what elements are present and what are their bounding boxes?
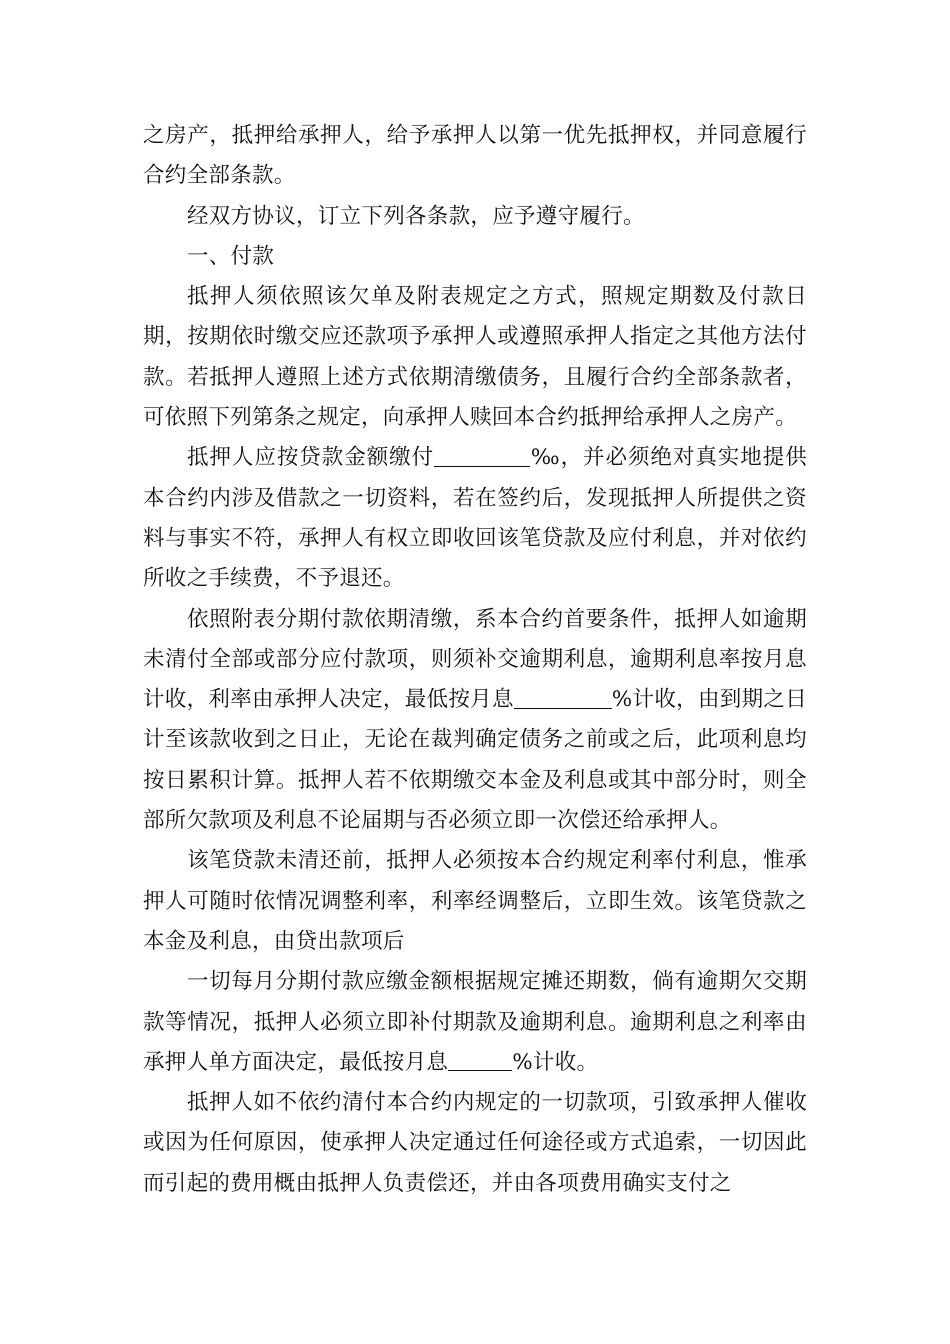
paragraph-continuation: 之房产，抵押给承押人，给予承押人以第一优先抵押权，并同意履行合约全部条款。: [143, 123, 807, 189]
overdue-rate-blank: [514, 685, 612, 709]
fee-rate-blank: [434, 443, 530, 467]
paragraph-collection-costs: 抵押人如不依约清付本合约内规定的一切款项，引致承押人催收或因为任何原因，使承押人决定通过任何途径或方式追索，一切因此而引起的费用概由抵押人负责偿还，并由各项费用确实支付之: [143, 1090, 807, 1196]
section-heading-payment: 一、付款: [187, 243, 275, 269]
installment-text-start: 一切每月分期付款应缴金额根据规定摊还期数，倘有逾期欠交期款等情况，抵押人必须立即补付期款及逾期利息。逾期利息之利率由承押人单方面决定，最低按月息: [143, 969, 807, 1075]
paragraph-agreement: 经双方协议，订立下列各条款，应予遵守履行。: [187, 203, 645, 229]
overdue-text-start: 依照附表分期付款依期清缴，系本合约首要条件，抵押人如逾期未清付全部或部分应付款项，则须补交逾期利息，逾期利息率按月息计收，利率由承押人决定，最低按月息: [143, 606, 807, 713]
paragraph-interest: 该笔贷款未清还前，抵押人必须按本合约规定利率付利息，惟承押人可随时依情况调整利率，利率经调整后，立即生效。该笔贷款之本金及利息，由贷出款项后: [143, 848, 807, 954]
installment-text-end: %计收。: [512, 1049, 599, 1075]
overdue-text-end: %计收，由到期之日计至该款收到之日止，无论在裁判确定债务之前或之后，此项利息均按日累积计算。抵押人若不依期缴交本金及利息或其中部分时，则全部所欠款项及利息不论届期与否必须立即一次偿还给承押人。: [143, 687, 807, 834]
installment-rate-blank: [448, 1048, 512, 1072]
paragraph-payment-terms: 抵押人须依照该欠单及附表规定之方式，照规定期数及付款日期，按期依时缴交应还款项予承押人或遵照承押人指定之其他方法付款。若抵押人遵照上述方式依期清缴债务，且履行合约全部条款者，可依照下列第条之规定，向承押人赎回本合约抵押给承押人之房产。: [143, 284, 807, 431]
paragraph-installment: [143, 962, 807, 1083]
document-body: [143, 116, 807, 1204]
fee-text-start: 抵押人应按贷款金额缴付: [187, 445, 435, 471]
paragraph-fee: [143, 438, 807, 599]
paragraph-overdue: [143, 600, 807, 842]
fee-text-end: ‰，并必须绝对真实地提供本合约内涉及借款之一切资料，若在签约后，发现抵押人所提供之资料与事实不符，承押人有权立即收回该笔贷款及应付利息，并对依约所收之手续费，不予退还。: [143, 445, 807, 592]
